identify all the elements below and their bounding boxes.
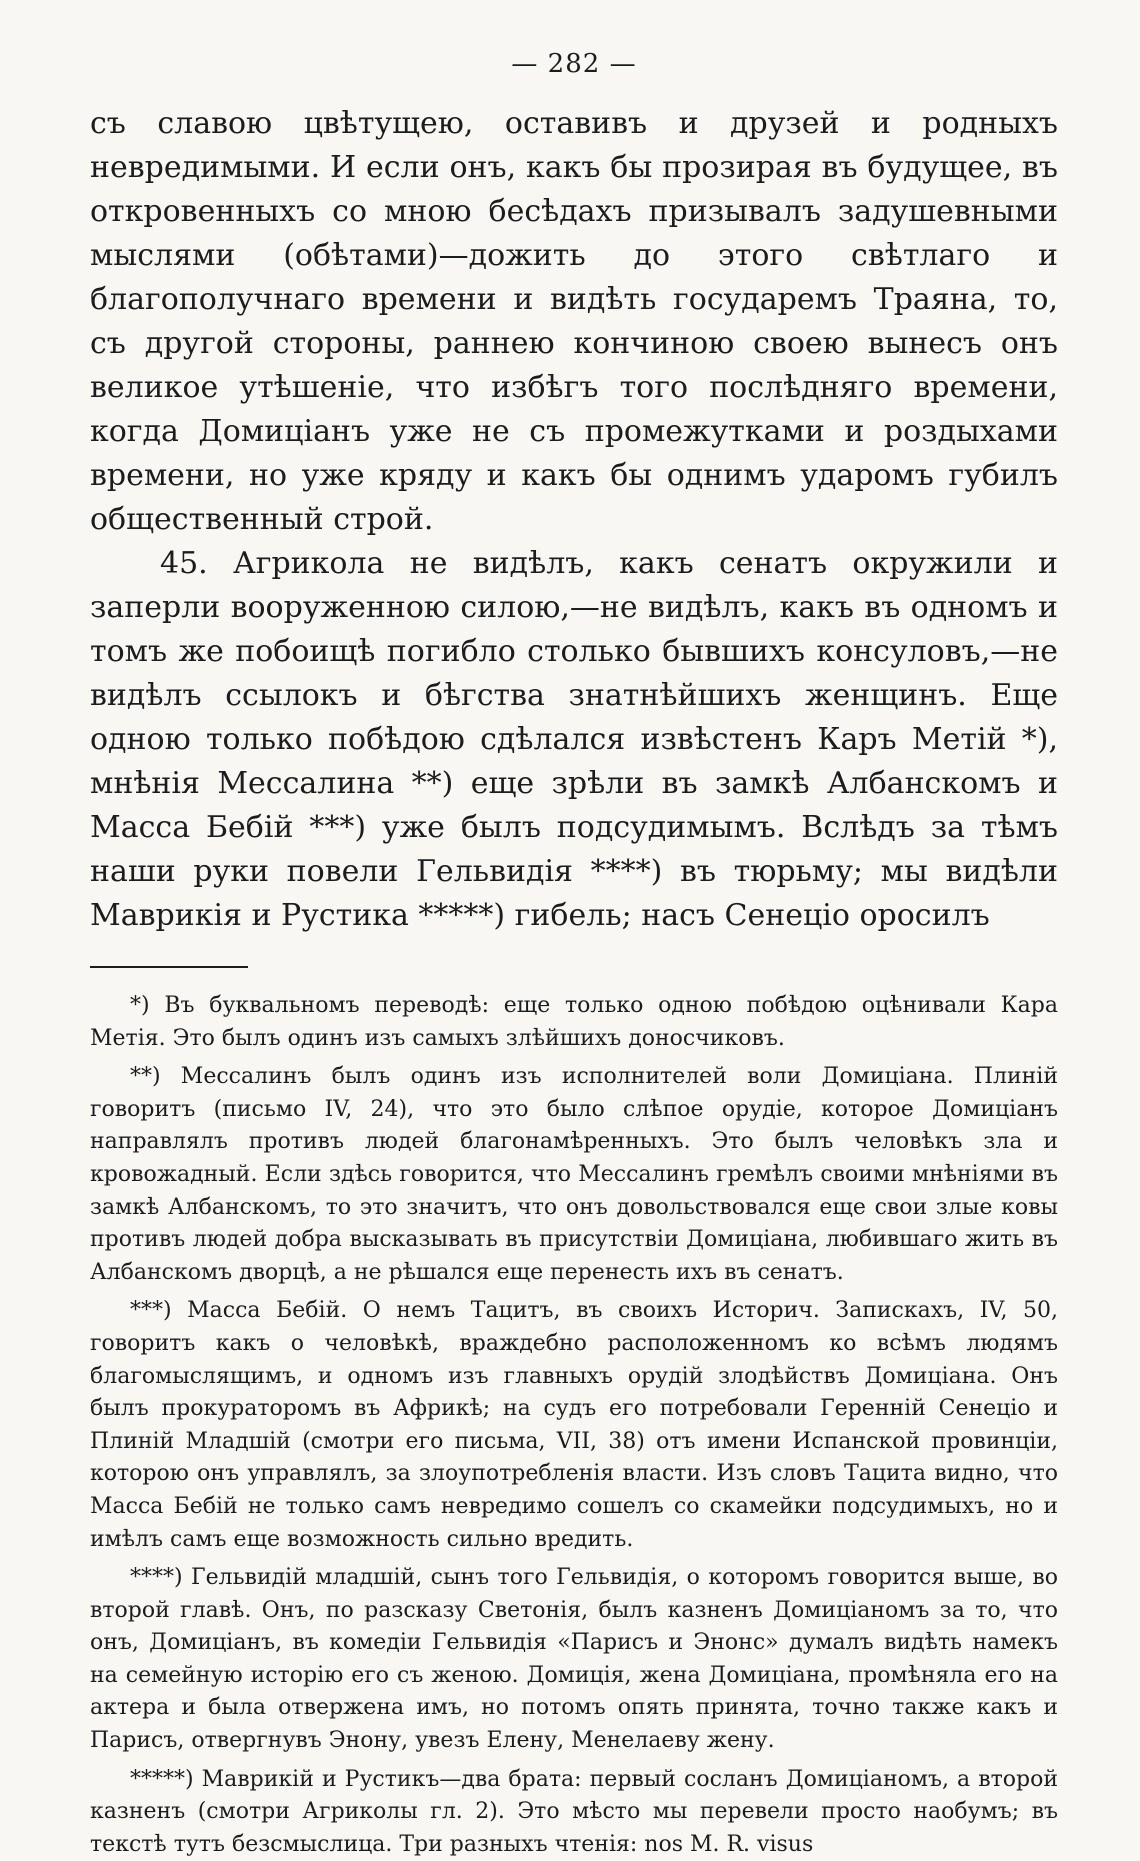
footnote-5: *****) Маврикій и Рустикъ—два брата: первый сосланъ Домиціаномъ, а второй казненъ (смотри Агриколы гл. 2). Это мѣсто мы перевели просто наобумъ; въ текстѣ тутъ безсмыслица. Три разныхъ чтенія: nos M. R. visus bbox=[90, 1766, 1058, 1857]
page bbox=[90, 40, 1058, 1857]
main-paragraph-2: 45. Агрикола не видѣлъ, какъ сенатъ окружили и заперли вооруженною силою,—не видѣлъ, какъ въ одномъ и томъ же побоищѣ погибло столько бывшихъ консуловъ,—не видѣлъ ссылокъ и бѣгства знатнѣйшихъ женщинъ. Еще одною только побѣдою сдѣлался извѣстенъ Каръ Метій *), мнѣнія Мессалина **) еще зрѣли въ замкѣ Албанскомъ и Масса Бебій ***) уже былъ подсудимымъ. Вслѣдъ за тѣмъ наши руки повели Гельвидія ****) въ тюрьму; мы видѣли Маврикія и Рустика *****) гибель; насъ Сенеціо оросилъ bbox=[90, 546, 1058, 933]
footnote-separator bbox=[90, 966, 248, 968]
footnote-4: ****) Гельвидій младшій, сынъ того Гельвидія, о которомъ говорится выше, во второй главѣ. Онъ, по разсказу Светонія, былъ казненъ Домиціаномъ за то, что онъ, Домиціанъ, въ комедіи Гельвидія «Парисъ и Энонс» думалъ видѣть намекъ на семейную исторію его съ женою. Домиція, жена Домиціана, промѣняла его на актера и была отвержена имъ, но потомъ опять принята, точно также какъ и Парисъ, отвергнувъ Энону, увезъ Елену, Менелаеву жену. bbox=[90, 1565, 1058, 1754]
main-paragraph-1: съ славою цвѣтущею, оставивъ и друзей и родныхъ невредимыми. И если онъ, какъ бы прозирая въ будущее, въ откровенныхъ со мною бесѣдахъ призывалъ задушевными мыслями (обѣтами)—дожить до этого свѣтлаго и благополучнаго времени и видѣть государемъ Траяна, то, съ другой стороны, раннею кончиною своею вынесъ онъ великое утѣшеніе, что избѣгъ того послѣдняго времени, когда Домиціанъ уже не съ промежутками и роздыхами времени, но уже кряду и какъ бы однимъ ударомъ губилъ общественный строй. bbox=[90, 106, 1058, 537]
footnote-3: ***) Масса Бебій. О немъ Тацитъ, въ своихъ Историч. Запискахъ, IV, 50, говоритъ какъ о человѣкѣ, враждебно расположенномъ ко всѣмъ людямъ благомыслящимъ, и одномъ изъ главныхъ орудій злодѣйствъ Домиціана. Онъ былъ прокураторомъ въ Африкѣ; на судъ его потребовали Геренній Сенеціо и Плиній Младшій (смотри его письма, VII, 38) отъ имени Испанской провинціи, которою онъ управлялъ, за злоупотребленія власти. Изъ словъ Тацита видно, что Масса Бебій не только самъ невредимо сошелъ со скамейки подсудимыхъ, но и имѣлъ самъ еще возможность сильно вредить. bbox=[90, 1298, 1058, 1552]
page-number: — 282 — bbox=[511, 49, 637, 79]
footnote-2: **) Мессалинъ былъ одинъ изъ исполнителей воли Домиціана. Плиній говоритъ (письмо IV, 24), что это было слѣпое орудіе, которое Домиціанъ направлялъ противъ людей благонамѣренныхъ. Это былъ человѣкъ зла и кровожадный. Если здѣсь говорится, что Мессалинъ гремѣлъ своими мнѣніями въ замкѣ Албанскомъ, то это значитъ, что онъ довольствовался еще свои злые ковы противъ людей добра высказывать въ присутствіи Домиціана, любившаго жить въ Албанскомъ дворцѣ, а не рѣшался еще перенесть ихъ въ сенатъ. bbox=[90, 1064, 1058, 1285]
footnote-1: *) Въ буквальномъ переводѣ: еще только одною побѣдою оцѣнивали Кара Метія. Это былъ одинъ изъ самыхъ злѣйшихъ доносчиковъ. bbox=[90, 993, 1058, 1051]
